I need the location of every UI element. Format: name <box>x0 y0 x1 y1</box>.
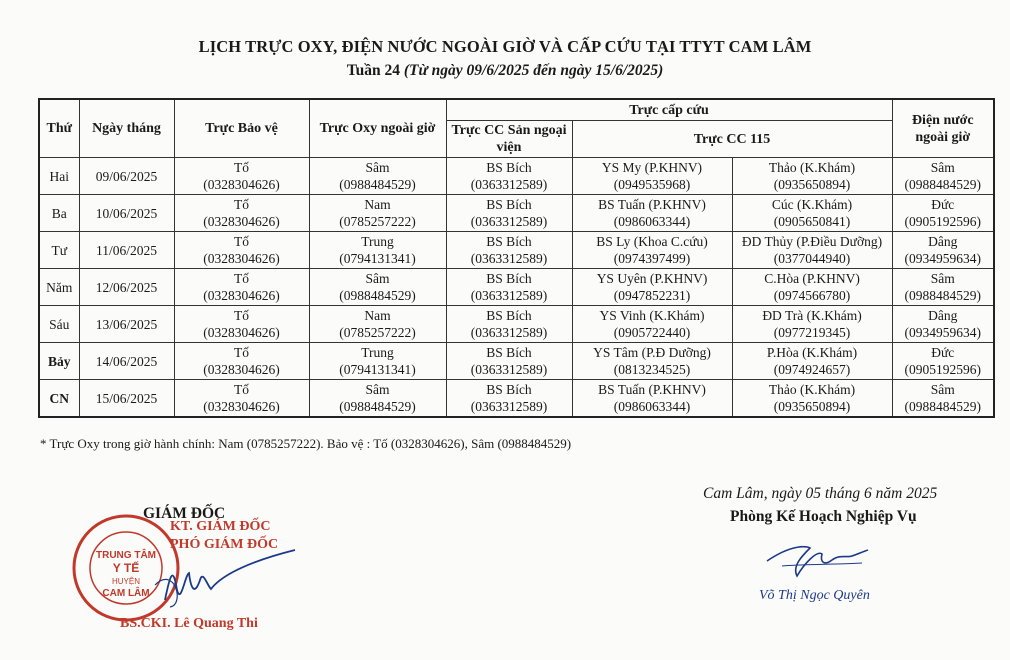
cell-text: Đức <box>931 345 955 360</box>
cell-cc-san <box>446 343 572 380</box>
cell-text: (0363312589) <box>470 288 548 303</box>
cell-text: BS Bích <box>486 271 532 286</box>
footnote: * Trực Oxy trong giờ hành chính: Nam (0785257222). Bảo vệ : Tố (0328304626), Sâm (0988484529) <box>40 436 572 451</box>
cell-text: Tố <box>234 160 249 175</box>
cell-cc115-b <box>732 269 892 306</box>
cell-text: Năm <box>46 279 73 295</box>
cell-thu <box>39 380 79 418</box>
cell-text: 11/06/2025 <box>95 242 157 258</box>
cell-text: (0905192596) <box>904 362 982 377</box>
cell-text: (0988484529) <box>339 177 416 192</box>
cell-cc115-a <box>572 232 732 269</box>
cell-text: (0988484529) <box>904 177 982 192</box>
cell-oxy <box>309 232 446 269</box>
cell-cc-san <box>446 380 572 418</box>
cell-text: Bảy <box>47 353 71 369</box>
cell-text: Sáu <box>49 316 70 332</box>
cell-text: Sâm <box>365 271 390 286</box>
cell-text: (0988484529) <box>904 288 982 303</box>
schedule-table <box>38 98 995 418</box>
header-cc-san: Trực CC Sản ngoại viện <box>446 121 572 158</box>
cell-text: (0974566780) <box>773 288 851 303</box>
cell-text: (0934959634) <box>904 251 982 266</box>
department-name: Phòng Kế Hoạch Nghiệp Vụ <box>730 508 917 525</box>
cell-cc115-b <box>732 232 892 269</box>
cell-text: (0363312589) <box>470 362 548 377</box>
deputy-director-label: PHÓ GIÁM ĐỐC <box>170 537 279 552</box>
cell-dien-nuoc <box>892 380 994 418</box>
cell-text: (0905650841) <box>773 214 851 229</box>
cell-text: 09/06/2025 <box>95 168 158 184</box>
date-range: (Từ ngày 09/6/2025 đến ngày 15/6/2025) <box>403 62 664 79</box>
cell-text: (0328304626) <box>203 325 280 340</box>
cell-text: ĐD Thủy (P.Điều Dưỡng) <box>741 234 883 249</box>
cell-thu <box>39 269 79 306</box>
header-cc115: Trực CC 115 <box>572 121 892 158</box>
cell-text: (0785257222) <box>339 325 416 340</box>
svg-text:CAM LÂM: CAM LÂM <box>102 588 150 599</box>
cell-dien-nuoc <box>892 306 994 343</box>
cell-text: YS Tâm (P.Đ Dưỡng) <box>593 345 711 360</box>
cell-cc115-a <box>572 195 732 232</box>
cell-text: (0813234525) <box>613 362 691 377</box>
cell-cc115-b <box>732 380 892 418</box>
cell-text: ĐD Trà (K.Khám) <box>762 308 862 323</box>
cell-text: (0794131341) <box>339 362 416 377</box>
cell-text: Sâm <box>365 160 390 175</box>
cell-bao-ve <box>174 269 309 306</box>
cell-dien-nuoc <box>892 232 994 269</box>
cell-text: (0986063344) <box>613 214 691 229</box>
cell-bao-ve <box>174 306 309 343</box>
cell-text: (0986063344) <box>613 399 691 414</box>
cell-text: BS Bích <box>486 345 532 360</box>
cell-text: Sâm <box>930 271 955 286</box>
cell-text: BS Bích <box>486 234 532 249</box>
cell-cc115-a <box>572 343 732 380</box>
cell-text: (0935650894) <box>773 399 851 414</box>
cell-cc-san <box>446 158 572 195</box>
cell-text: (0363312589) <box>470 177 548 192</box>
table-row <box>39 380 994 418</box>
cell-text: (0934959634) <box>904 325 982 340</box>
cell-text: (0328304626) <box>203 214 280 229</box>
cell-oxy <box>309 158 446 195</box>
place-date: Cam Lâm, ngày 05 tháng 6 năm 2025 <box>703 485 938 502</box>
cell-text: (0977219345) <box>773 325 851 340</box>
cell-text: Hai <box>49 168 69 184</box>
director-label: GIÁM ĐỐC <box>143 505 226 522</box>
cell-text: YS My (P.KHNV) <box>601 160 703 175</box>
cell-cc115-b <box>732 158 892 195</box>
cell-cc115-a <box>572 380 732 418</box>
cell-text: Nam <box>364 197 391 212</box>
header-cap-cuu: Trực cấp cứu <box>446 99 892 121</box>
cell-text: BS Ly (Khoa C.cứu) <box>596 234 708 249</box>
cell-text: (0328304626) <box>203 251 280 266</box>
cell-bao-ve <box>174 343 309 380</box>
cell-text: Cúc (K.Khám) <box>771 197 853 212</box>
svg-text:TRUNG TÂM: TRUNG TÂM <box>96 550 156 561</box>
cell-cc115-a <box>572 306 732 343</box>
cell-text: Thảo (K.Khám) <box>768 160 856 175</box>
cell-cc115-a <box>572 158 732 195</box>
table-row <box>39 158 994 195</box>
cell-text: Nam <box>364 308 391 323</box>
table-row <box>39 195 994 232</box>
cell-text: (0988484529) <box>339 399 416 414</box>
signer-left: BS.CKI. Lê Quang Thi <box>120 616 258 631</box>
signer-right: Võ Thị Ngọc Quyên <box>759 588 870 603</box>
cell-text: (0363312589) <box>470 214 548 229</box>
cell-cc-san <box>446 269 572 306</box>
cell-ngay <box>79 343 174 380</box>
svg-text:HUYỆN: HUYỆN <box>111 577 141 586</box>
cell-text: (0785257222) <box>339 214 416 229</box>
cell-thu <box>39 195 79 232</box>
cell-text: Dâng <box>928 234 958 249</box>
cell-text: (0905722440) <box>613 325 691 340</box>
cell-text: Trung <box>361 345 394 360</box>
cell-dien-nuoc <box>892 343 994 380</box>
cell-cc-san <box>446 195 572 232</box>
signature-right <box>762 536 872 586</box>
cell-text: (0988484529) <box>904 399 982 414</box>
cell-text: (0328304626) <box>203 177 280 192</box>
cell-text: Tố <box>234 382 249 397</box>
cell-oxy <box>309 343 446 380</box>
cell-text: 13/06/2025 <box>95 316 158 332</box>
cell-text: 12/06/2025 <box>95 279 158 295</box>
cell-ngay <box>79 380 174 418</box>
header-thu: Thứ <box>39 99 79 158</box>
document-title: LỊCH TRỰC OXY, ĐIỆN NƯỚC NGOÀI GIỜ VÀ CẤP CỨU TẠI TTYT CAM LÂM <box>198 37 812 56</box>
cell-text: (0794131341) <box>339 251 416 266</box>
cell-ngay <box>79 158 174 195</box>
cell-text: (0947852231) <box>613 288 691 303</box>
cell-cc-san <box>446 232 572 269</box>
cell-text: BS Bích <box>486 160 532 175</box>
cell-dien-nuoc <box>892 195 994 232</box>
cell-text: (0328304626) <box>203 288 280 303</box>
kt-director-label: KT. GIÁM ĐỐC <box>170 519 271 534</box>
cell-text: BS Bích <box>486 308 532 323</box>
cell-text: BS Bích <box>486 382 532 397</box>
svg-text:Y TẾ: Y TẾ <box>112 561 140 575</box>
cell-oxy <box>309 380 446 418</box>
cell-text: 15/06/2025 <box>95 390 158 406</box>
header-dien-nuoc: Điện nước ngoài giờ <box>892 99 994 158</box>
cell-text: Dâng <box>928 308 958 323</box>
cell-thu <box>39 343 79 380</box>
cell-text: (0935650894) <box>773 177 851 192</box>
cell-oxy <box>309 306 446 343</box>
cell-text: P.Hòa (K.Khám) <box>766 345 858 360</box>
cell-text: (0377044940) <box>773 251 851 266</box>
cell-text: CN <box>49 390 69 406</box>
cell-thu <box>39 232 79 269</box>
cell-text: Sâm <box>930 382 955 397</box>
cell-text: Tố <box>234 271 249 286</box>
cell-text: (0363312589) <box>470 325 548 340</box>
cell-text: (0328304626) <box>203 399 280 414</box>
table-row <box>39 306 994 343</box>
cell-text: (0988484529) <box>339 288 416 303</box>
cell-text: Tố <box>234 197 249 212</box>
cell-cc115-b <box>732 195 892 232</box>
cell-text: BS Bích <box>486 197 532 212</box>
week-label: Tuần 24 <box>346 62 400 79</box>
cell-text: Tố <box>234 308 249 323</box>
cell-text: (0974924657) <box>773 362 851 377</box>
cell-text: (0974397499) <box>613 251 691 266</box>
cell-text: BS Tuấn (P.KHNV) <box>598 197 706 212</box>
cell-cc115-a <box>572 269 732 306</box>
table-row <box>39 343 994 380</box>
cell-ngay <box>79 269 174 306</box>
cell-cc-san <box>446 306 572 343</box>
cell-ngay <box>79 232 174 269</box>
header-bao-ve: Trực Bảo vệ <box>174 99 309 158</box>
cell-dien-nuoc <box>892 269 994 306</box>
cell-text: (0363312589) <box>470 399 548 414</box>
cell-text: Ba <box>51 205 67 221</box>
cell-text: (0949535968) <box>613 177 691 192</box>
cell-text: 14/06/2025 <box>95 353 158 369</box>
cell-cc115-b <box>732 343 892 380</box>
cell-ngay <box>79 195 174 232</box>
cell-bao-ve <box>174 195 309 232</box>
cell-cc115-b <box>732 306 892 343</box>
cell-text: Sâm <box>365 382 390 397</box>
cell-thu <box>39 306 79 343</box>
cell-text: YS Vinh (K.Khám) <box>599 308 705 323</box>
cell-text: (0328304626) <box>203 362 280 377</box>
cell-text: Tố <box>234 234 249 249</box>
cell-dien-nuoc <box>892 158 994 195</box>
header-ngay: Ngày tháng <box>79 99 174 158</box>
cell-text: (0905192596) <box>904 214 982 229</box>
document-subtitle <box>0 62 1010 80</box>
cell-text: YS Uyên (P.KHNV) <box>596 271 708 286</box>
cell-text: Thảo (K.Khám) <box>768 382 856 397</box>
cell-ngay <box>79 306 174 343</box>
cell-bao-ve <box>174 232 309 269</box>
cell-text: C.Hòa (P.KHNV) <box>764 271 860 286</box>
table-row <box>39 232 994 269</box>
cell-text: (0363312589) <box>470 251 548 266</box>
cell-text: 10/06/2025 <box>95 205 158 221</box>
cell-bao-ve <box>174 158 309 195</box>
table-row <box>39 269 994 306</box>
signature-left <box>145 545 305 615</box>
header-oxy: Trực Oxy ngoài giờ <box>309 99 446 158</box>
cell-thu <box>39 158 79 195</box>
cell-text: Đức <box>931 197 955 212</box>
cell-text: Trung <box>361 234 394 249</box>
cell-bao-ve <box>174 380 309 418</box>
cell-text: Tư <box>51 242 68 258</box>
cell-oxy <box>309 195 446 232</box>
cell-text: Tố <box>234 345 249 360</box>
cell-oxy <box>309 269 446 306</box>
cell-text: BS Tuấn (P.KHNV) <box>598 382 706 397</box>
cell-text: Sâm <box>930 160 955 175</box>
